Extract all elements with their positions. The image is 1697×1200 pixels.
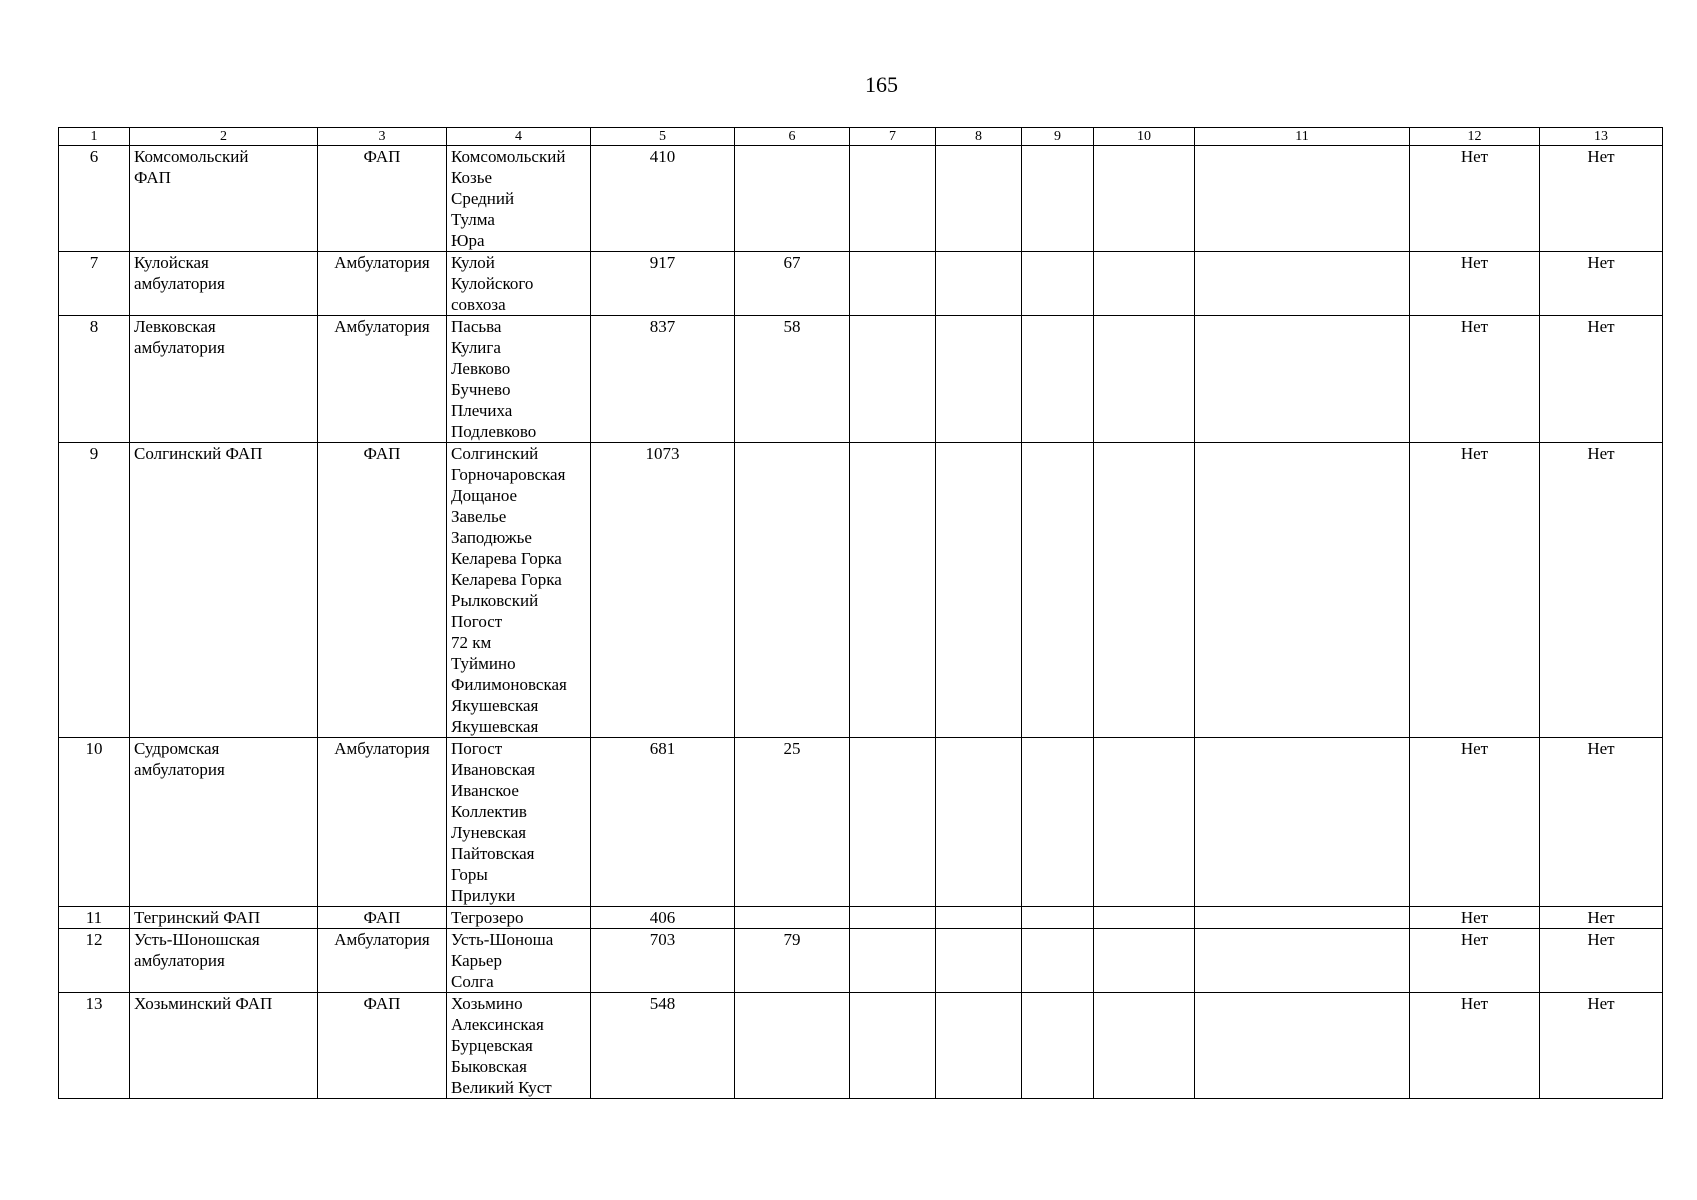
facility-name-line: Усть-Шоношская: [134, 930, 260, 949]
empty-cell: [1195, 929, 1410, 993]
empty-cell: [1022, 146, 1094, 252]
settlement-line: Юра: [451, 231, 485, 250]
column-number-header: 8: [936, 128, 1022, 146]
table-row: [59, 316, 1663, 443]
column-13-cell: Нет: [1540, 929, 1663, 993]
column-number-header: 13: [1540, 128, 1663, 146]
empty-cell: [936, 316, 1022, 443]
column-12-cell: Нет: [1410, 907, 1540, 929]
empty-cell: [1094, 907, 1195, 929]
population-cell: 406: [591, 907, 735, 929]
settlements-cell: [447, 907, 591, 929]
column-12-cell: Нет: [1410, 929, 1540, 993]
table-row: [59, 929, 1663, 993]
facility-name-line: Комсомольский: [134, 147, 249, 166]
facility-name-line: Тегринский ФАП: [134, 908, 261, 927]
settlements-cell: [447, 993, 591, 1099]
column-13-cell: Нет: [1540, 907, 1663, 929]
column-6-cell: [735, 993, 850, 1099]
table-row: [59, 443, 1663, 738]
settlement-line: Иванское: [451, 781, 519, 800]
settlement-line: Заподюжье: [451, 528, 532, 547]
settlement-line: Келарева Горка: [451, 570, 562, 589]
empty-cell: [1094, 252, 1195, 316]
column-6-cell: [735, 146, 850, 252]
row-number-cell: 11: [59, 907, 130, 929]
settlement-line: Карьер: [451, 951, 502, 970]
population-cell: 703: [591, 929, 735, 993]
settlement-line: Усть-Шоноша: [451, 930, 554, 949]
column-6-cell: 79: [735, 929, 850, 993]
facility-name-line: амбулатория: [134, 338, 225, 357]
facility-type-cell: Амбулатория: [318, 252, 447, 316]
empty-cell: [936, 738, 1022, 907]
column-12-cell: Нет: [1410, 146, 1540, 252]
empty-cell: [850, 929, 936, 993]
facilities-table: [58, 127, 1663, 1099]
facility-name-line: Хозьминский ФАП: [134, 994, 273, 1013]
settlement-line: Тегрозеро: [451, 908, 524, 927]
empty-cell: [850, 316, 936, 443]
empty-cell: [1195, 443, 1410, 738]
column-12-cell: Нет: [1410, 252, 1540, 316]
settlement-line: Бучнево: [451, 380, 511, 399]
settlement-line: Пайтовская: [451, 844, 535, 863]
empty-cell: [850, 252, 936, 316]
facility-name-cell: [130, 252, 318, 316]
settlement-line: Тулма: [451, 210, 495, 229]
row-number-cell: 8: [59, 316, 130, 443]
facility-type-cell: ФАП: [318, 146, 447, 252]
facility-type-cell: ФАП: [318, 907, 447, 929]
empty-cell: [936, 929, 1022, 993]
settlement-line: Луневская: [451, 823, 527, 842]
empty-cell: [1094, 316, 1195, 443]
settlement-line: Пасьва: [451, 317, 502, 336]
facility-name-line: ФАП: [134, 168, 171, 187]
column-number-header: 1: [59, 128, 130, 146]
population-cell: 681: [591, 738, 735, 907]
settlement-line: Алексинская: [451, 1015, 544, 1034]
facility-name-line: Судромская: [134, 739, 220, 758]
facility-type-cell: ФАП: [318, 443, 447, 738]
settlement-line: Кулойского: [451, 274, 534, 293]
settlement-line: Ивановская: [451, 760, 536, 779]
row-number-cell: 13: [59, 993, 130, 1099]
facility-name-line: амбулатория: [134, 274, 225, 293]
settlement-line: Средний: [451, 189, 515, 208]
column-12-cell: Нет: [1410, 316, 1540, 443]
population-cell: 837: [591, 316, 735, 443]
facility-name-line: Солгинский ФАП: [134, 444, 263, 463]
column-number-header: 10: [1094, 128, 1195, 146]
table-row: [59, 907, 1663, 929]
settlement-line: 72 км: [451, 633, 492, 652]
settlement-line: Хозьмино: [451, 994, 523, 1013]
column-13-cell: Нет: [1540, 316, 1663, 443]
facility-name-cell: [130, 907, 318, 929]
settlement-line: Коллектив: [451, 802, 527, 821]
facility-name-line: амбулатория: [134, 760, 225, 779]
empty-cell: [1195, 907, 1410, 929]
empty-cell: [1022, 252, 1094, 316]
settlements-cell: [447, 738, 591, 907]
settlement-line: Комсомольский: [451, 147, 566, 166]
column-number-header: 6: [735, 128, 850, 146]
column-6-cell: 67: [735, 252, 850, 316]
empty-cell: [1022, 316, 1094, 443]
settlement-line: Великий Куст: [451, 1078, 552, 1097]
empty-cell: [850, 443, 936, 738]
empty-cell: [1022, 929, 1094, 993]
settlements-cell: [447, 443, 591, 738]
column-number-header: 12: [1410, 128, 1540, 146]
column-number-header: 9: [1022, 128, 1094, 146]
empty-cell: [936, 252, 1022, 316]
empty-cell: [936, 443, 1022, 738]
settlement-line: Филимоновская: [451, 675, 567, 694]
settlement-line: Плечиха: [451, 401, 513, 420]
settlement-line: Рылковский: [451, 591, 539, 610]
empty-cell: [936, 907, 1022, 929]
page-number: 165: [865, 72, 898, 97]
column-6-cell: [735, 907, 850, 929]
empty-cell: [936, 146, 1022, 252]
empty-cell: [1022, 738, 1094, 907]
table-row: [59, 993, 1663, 1099]
empty-cell: [1094, 443, 1195, 738]
settlement-line: Солгинский: [451, 444, 539, 463]
empty-cell: [1094, 929, 1195, 993]
column-6-cell: 25: [735, 738, 850, 907]
column-13-cell: Нет: [1540, 146, 1663, 252]
column-number-header: 11: [1195, 128, 1410, 146]
table-row: [59, 738, 1663, 907]
empty-cell: [850, 993, 936, 1099]
empty-cell: [1094, 993, 1195, 1099]
settlement-line: Горы: [451, 865, 488, 884]
column-number-header: 5: [591, 128, 735, 146]
settlement-line: Солга: [451, 972, 494, 991]
facility-name-line: Левковская: [134, 317, 216, 336]
row-number-cell: 6: [59, 146, 130, 252]
settlement-line: Келарева Горка: [451, 549, 562, 568]
column-13-cell: Нет: [1540, 738, 1663, 907]
settlement-line: Кулига: [451, 338, 501, 357]
empty-cell: [850, 738, 936, 907]
facility-type-cell: Амбулатория: [318, 316, 447, 443]
settlement-line: Прилуки: [451, 886, 516, 905]
empty-cell: [1195, 252, 1410, 316]
row-number-cell: 10: [59, 738, 130, 907]
column-6-cell: 58: [735, 316, 850, 443]
table-row: [59, 146, 1663, 252]
settlement-line: Бурцевская: [451, 1036, 533, 1055]
facility-name-cell: [130, 738, 318, 907]
empty-cell: [1094, 738, 1195, 907]
settlements-cell: [447, 316, 591, 443]
row-number-cell: 9: [59, 443, 130, 738]
empty-cell: [850, 146, 936, 252]
settlement-line: Левково: [451, 359, 511, 378]
settlement-line: Козье: [451, 168, 493, 187]
column-number-header: 7: [850, 128, 936, 146]
settlement-line: Горночаровская: [451, 465, 566, 484]
column-13-cell: Нет: [1540, 443, 1663, 738]
settlement-line: Погост: [451, 739, 503, 758]
facility-name-line: Кулойская: [134, 253, 209, 272]
settlements-cell: [447, 929, 591, 993]
empty-cell: [936, 993, 1022, 1099]
settlement-line: Быковская: [451, 1057, 527, 1076]
settlements-cell: [447, 252, 591, 316]
empty-cell: [1195, 146, 1410, 252]
population-cell: 410: [591, 146, 735, 252]
empty-cell: [1094, 146, 1195, 252]
facility-name-cell: [130, 929, 318, 993]
column-13-cell: Нет: [1540, 993, 1663, 1099]
population-cell: 548: [591, 993, 735, 1099]
facility-name-cell: [130, 146, 318, 252]
column-number-header: 3: [318, 128, 447, 146]
settlement-line: Якушевская: [451, 696, 539, 715]
settlement-line: Погост: [451, 612, 503, 631]
empty-cell: [1195, 738, 1410, 907]
settlement-line: Дощаное: [451, 486, 518, 505]
facility-type-cell: Амбулатория: [318, 738, 447, 907]
table-row: [59, 252, 1663, 316]
settlement-line: Якушевская: [451, 717, 539, 736]
column-12-cell: Нет: [1410, 738, 1540, 907]
facility-type-cell: ФАП: [318, 993, 447, 1099]
header-row: [59, 128, 1663, 146]
population-cell: 917: [591, 252, 735, 316]
column-6-cell: [735, 443, 850, 738]
settlement-line: Кулой: [451, 253, 495, 272]
empty-cell: [850, 907, 936, 929]
empty-cell: [1022, 443, 1094, 738]
facility-name-cell: [130, 993, 318, 1099]
empty-cell: [1022, 907, 1094, 929]
facility-name-cell: [130, 316, 318, 443]
row-number-cell: 7: [59, 252, 130, 316]
population-cell: 1073: [591, 443, 735, 738]
column-12-cell: Нет: [1410, 443, 1540, 738]
column-12-cell: Нет: [1410, 993, 1540, 1099]
column-number-header: 2: [130, 128, 318, 146]
settlement-line: Подлевково: [451, 422, 537, 441]
facility-name-line: амбулатория: [134, 951, 225, 970]
settlements-cell: [447, 146, 591, 252]
row-number-cell: 12: [59, 929, 130, 993]
settlement-line: Туймино: [451, 654, 516, 673]
facility-type-cell: Амбулатория: [318, 929, 447, 993]
settlement-line: Завелье: [451, 507, 507, 526]
empty-cell: [1195, 993, 1410, 1099]
column-number-header: 4: [447, 128, 591, 146]
column-13-cell: Нет: [1540, 252, 1663, 316]
empty-cell: [1195, 316, 1410, 443]
settlement-line: совхоза: [451, 295, 506, 314]
facility-name-cell: [130, 443, 318, 738]
empty-cell: [1022, 993, 1094, 1099]
